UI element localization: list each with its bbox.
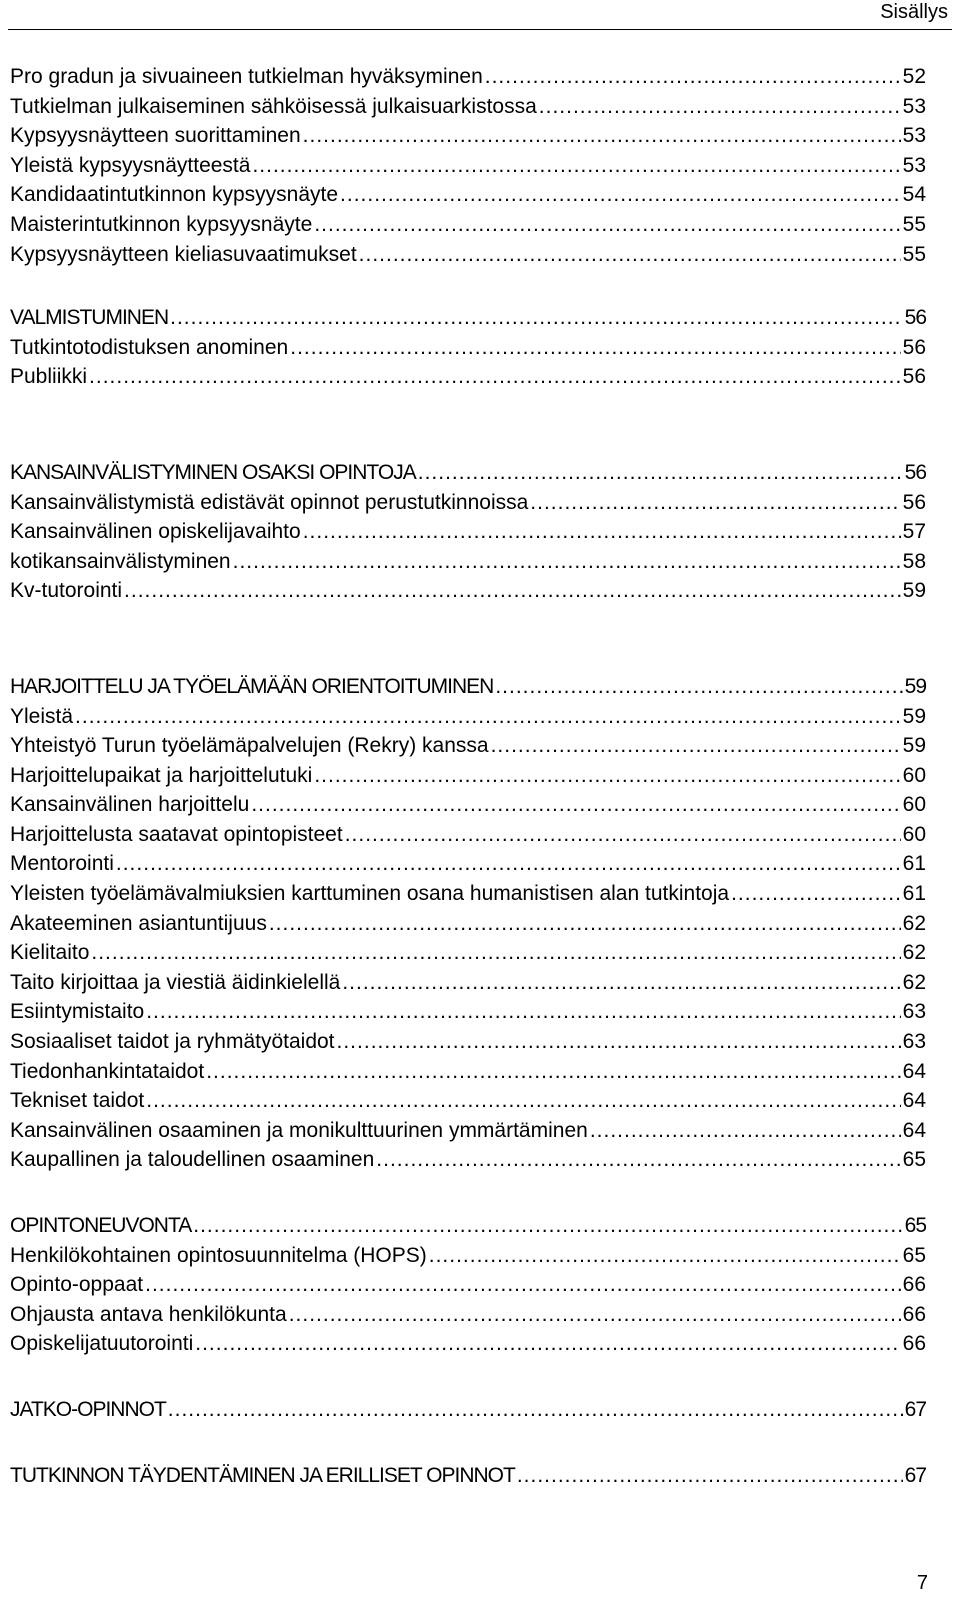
toc-entry[interactable] <box>10 790 926 820</box>
toc-dot-leader <box>251 790 900 820</box>
toc-entry[interactable] <box>10 820 926 850</box>
toc-dot-leader <box>168 1395 903 1425</box>
toc-entry-label: Taito kirjoittaa ja viestiä äidinkielellä <box>10 970 341 994</box>
toc-entry-page: 56 <box>902 335 926 359</box>
toc-dot-leader <box>195 1329 900 1359</box>
toc-entry-label: Yleistä kypsyysnäytteestä <box>10 153 251 177</box>
toc-entry-page: 64 <box>902 1059 926 1083</box>
page-number: 7 <box>916 1572 928 1594</box>
toc-entry-label: Kv-tutorointi <box>10 579 123 603</box>
toc-entry-page: 57 <box>902 520 926 544</box>
toc-entry-page: 61 <box>902 852 926 876</box>
toc-entry-label: Publiikki <box>10 365 88 389</box>
toc-entry-label: Esiintymistaito <box>10 1000 145 1024</box>
toc-entry-label: Yhteistyö Turun työelämäpalvelujen (Rekry) kanssa <box>10 734 489 758</box>
toc-entry[interactable] <box>10 92 926 122</box>
toc-entry-label: Opinto-oppaat <box>10 1273 144 1297</box>
toc-entry-label: Sosiaaliset taidot ja ryhmätyötaidot <box>10 1030 335 1054</box>
toc-entry-page: 66 <box>902 1332 926 1356</box>
toc-entry[interactable] <box>10 1270 926 1300</box>
toc-section-heading[interactable] <box>10 458 926 488</box>
toc-entry-page: 59 <box>902 704 926 728</box>
toc-entry[interactable] <box>10 121 926 151</box>
toc-entry-page: 60 <box>902 822 926 846</box>
toc-entry-label: JATKO-OPINNOT <box>10 1397 166 1421</box>
toc-entry-label: VALMISTUMINEN <box>10 306 169 330</box>
toc-section-heading[interactable] <box>10 1395 926 1425</box>
toc-entry-page: 55 <box>902 212 926 236</box>
toc-entry[interactable] <box>10 997 926 1027</box>
toc-dot-leader <box>590 1116 901 1146</box>
toc-dot-leader <box>429 1241 901 1271</box>
toc-entry-label: Kansainvälistymistä edistävät opinnot perustutkinnoissa <box>10 490 529 514</box>
toc-entry-page: 56 <box>904 306 926 330</box>
toc-dot-leader <box>206 1057 900 1087</box>
toc-dot-leader <box>233 547 901 577</box>
toc-entry[interactable] <box>10 547 926 577</box>
toc-entry-page: 61 <box>902 882 926 906</box>
toc-entry[interactable] <box>10 702 926 732</box>
toc-entry-label: Yleisten työelämävalmiuksien karttuminen osana humanistisen alan tutkintoja <box>10 882 730 906</box>
toc-entry[interactable] <box>10 240 926 270</box>
toc-dot-leader <box>485 62 901 92</box>
toc-dot-leader <box>124 576 901 606</box>
toc-dot-leader <box>376 1145 900 1175</box>
toc-entry-label: Harjoittelusta saatavat opintopisteet <box>10 822 343 846</box>
toc-entry-label: Ohjausta antava henkilökunta <box>10 1302 287 1326</box>
toc-dot-leader <box>290 333 900 363</box>
toc-dot-leader <box>303 121 901 151</box>
toc-entry-label: Tutkintotodistuksen anominen <box>10 335 289 359</box>
toc-entry-page: 65 <box>902 1148 926 1172</box>
toc-entry-page: 64 <box>902 1089 926 1113</box>
toc-dot-leader <box>337 1027 901 1057</box>
toc-entry-page: 64 <box>902 1118 926 1142</box>
toc-dot-leader <box>314 761 900 791</box>
toc-entry[interactable] <box>10 1057 926 1087</box>
toc-dot-leader <box>359 240 901 270</box>
toc-entry-label: TUTKINNON TÄYDENTÄMINEN JA ERILLISET OPINNOT <box>10 1463 515 1487</box>
toc-entry-label: Kansainvälinen harjoittelu <box>10 793 250 817</box>
toc-dot-leader <box>91 938 900 968</box>
toc-dot-leader <box>539 92 901 122</box>
toc-entry-label: Tekniset taidot <box>10 1089 145 1113</box>
toc-entry[interactable] <box>10 849 926 879</box>
toc-dot-leader <box>314 210 900 240</box>
toc-entry-page: 55 <box>902 242 926 266</box>
toc-entry-page: 59 <box>904 674 926 698</box>
toc-entry-page: 60 <box>902 793 926 817</box>
toc-entry-label: Yleistä <box>10 704 74 728</box>
toc-entry-page: 66 <box>902 1273 926 1297</box>
toc-entry[interactable] <box>10 1027 926 1057</box>
toc-entry-label: HARJOITTELU JA TYÖELÄMÄÄN ORIENTOITUMINEN <box>10 674 494 698</box>
toc-dot-leader <box>340 180 901 210</box>
toc-entry-page: 56 <box>902 365 926 389</box>
toc-entry-page: 62 <box>902 970 926 994</box>
toc-entry-page: 56 <box>904 460 926 484</box>
toc-entry[interactable] <box>10 517 926 547</box>
toc-dot-leader <box>89 362 901 392</box>
toc-entry-page: 59 <box>902 579 926 603</box>
toc-entry-label: KANSAINVÄLISTYMINEN OSAKSI OPINTOJA <box>10 460 416 484</box>
toc-dot-leader <box>75 702 901 732</box>
toc-entry-label: Kaupallinen ja taloudellinen osaaminen <box>10 1148 375 1172</box>
toc-section-heading[interactable] <box>10 1461 926 1491</box>
toc-entry-page: 60 <box>902 763 926 787</box>
toc-entry-page: 67 <box>904 1463 926 1487</box>
toc-dot-leader <box>495 672 902 702</box>
toc-entry[interactable] <box>10 968 926 998</box>
toc-dot-leader <box>146 997 900 1027</box>
toc-entry[interactable] <box>10 731 926 761</box>
toc-entry[interactable] <box>10 333 926 363</box>
toc-entry[interactable] <box>10 576 926 606</box>
toc-entry[interactable] <box>10 1329 926 1359</box>
toc-entry[interactable] <box>10 909 926 939</box>
toc-entry[interactable] <box>10 1145 926 1175</box>
toc-dot-leader <box>731 879 901 909</box>
toc-dot-leader <box>145 1270 901 1300</box>
toc-dot-leader <box>418 458 903 488</box>
toc-section-heading[interactable] <box>10 672 926 702</box>
toc-dot-leader <box>530 488 900 518</box>
toc-entry-label: Kansainvälinen opiskelijavaihto <box>10 520 301 544</box>
toc-entry-label: Maisterintutkinnon kypsyysnäyte <box>10 212 313 236</box>
toc-entry-page: 54 <box>902 183 926 207</box>
toc-entry-label: Kypsyysnäytteen kieliasuvaatimukset <box>10 242 357 266</box>
table-of-contents <box>10 62 926 1490</box>
toc-dot-leader <box>193 1211 902 1241</box>
toc-entry[interactable] <box>10 1116 926 1146</box>
toc-entry-page: 56 <box>902 490 926 514</box>
toc-dot-leader <box>517 1461 903 1491</box>
toc-entry-label: Tiedonhankintataidot <box>10 1059 205 1083</box>
toc-dot-leader <box>170 303 903 333</box>
toc-entry-page: 63 <box>902 1000 926 1024</box>
toc-entry[interactable] <box>10 1300 926 1330</box>
toc-entry-label: Harjoittelupaikat ja harjoittelutuki <box>10 763 313 787</box>
toc-entry-page: 65 <box>902 1243 926 1267</box>
toc-entry-label: Pro gradun ja sivuaineen tutkielman hyväksyminen <box>10 65 483 88</box>
toc-entry-page: 53 <box>902 124 926 148</box>
toc-entry[interactable] <box>10 362 926 392</box>
toc-entry[interactable] <box>10 210 926 240</box>
toc-entry-label: Akateeminen asiantuntijuus <box>10 911 267 935</box>
toc-entry[interactable] <box>10 180 926 210</box>
toc-entry-page: 62 <box>902 941 926 965</box>
toc-dot-leader <box>303 517 901 547</box>
toc-entry-page: 67 <box>904 1397 926 1421</box>
toc-entry-label: Tutkielman julkaiseminen sähköisessä julkaisuarkistossa <box>10 94 537 118</box>
toc-entry-label: kotikansainvälistyminen <box>10 549 231 573</box>
running-header-title: Sisällys <box>880 1 948 23</box>
toc-entry[interactable] <box>10 488 926 518</box>
toc-entry[interactable] <box>10 761 926 791</box>
toc-dot-leader <box>345 820 901 850</box>
toc-section-heading[interactable] <box>10 303 926 333</box>
toc-dot-leader <box>342 968 900 998</box>
toc-entry-page: 66 <box>902 1302 926 1326</box>
toc-entry[interactable] <box>10 1086 926 1116</box>
toc-entry-label: OPINTONEUVONTA <box>10 1214 192 1237</box>
toc-entry-page: 53 <box>902 94 926 118</box>
toc-entry[interactable] <box>10 879 926 909</box>
toc-entry-label: Henkilökohtainen opintosuunnitelma (HOPS) <box>10 1243 427 1267</box>
header-divider <box>8 29 952 30</box>
toc-entry-label: Kielitaito <box>10 941 90 965</box>
toc-entry-page: 65 <box>904 1214 926 1237</box>
toc-entry[interactable] <box>10 62 926 92</box>
toc-entry-label: Kansainvälinen osaaminen ja monikulttuurinen ymmärtäminen <box>10 1118 588 1142</box>
toc-entry-page: 52 <box>902 65 926 88</box>
toc-entry-page: 62 <box>902 911 926 935</box>
toc-dot-leader <box>491 731 901 761</box>
toc-entry-label: Mentorointi <box>10 852 114 876</box>
toc-dot-leader <box>146 1086 900 1116</box>
toc-dot-leader <box>289 1300 901 1330</box>
toc-entry-page: 59 <box>902 734 926 758</box>
toc-dot-leader <box>116 849 901 879</box>
toc-entry-page: 53 <box>902 153 926 177</box>
toc-entry[interactable] <box>10 151 926 181</box>
toc-entry[interactable] <box>10 1241 926 1271</box>
toc-entry-page: 58 <box>902 549 926 573</box>
toc-dot-leader <box>252 151 900 181</box>
toc-dot-leader <box>269 909 901 939</box>
toc-entry[interactable] <box>10 938 926 968</box>
toc-entry-label: Kypsyysnäytteen suorittaminen <box>10 124 301 148</box>
toc-entry-page: 63 <box>902 1030 926 1054</box>
toc-section-heading[interactable] <box>10 1211 926 1241</box>
toc-entry-label: Kandidaatintutkinnon kypsyysnäyte <box>10 183 339 207</box>
toc-entry-label: Opiskelijatuutorointi <box>10 1332 194 1356</box>
